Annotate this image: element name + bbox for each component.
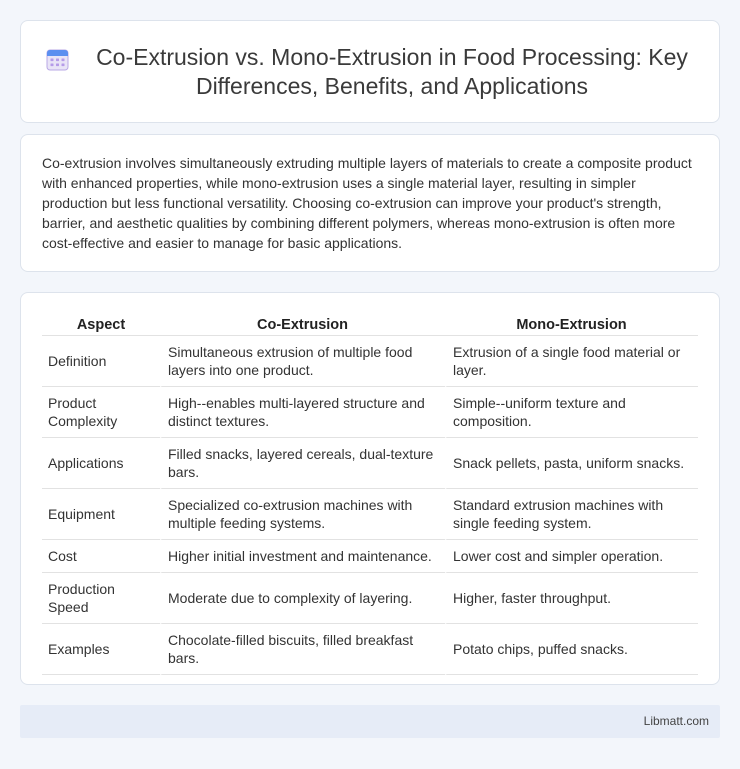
cell-co-extrusion: Filled snacks, layered cereals, dual-texture bars.	[160, 438, 445, 489]
cell-co-extrusion: High--enables multi-layered structure and distinct textures.	[160, 387, 445, 438]
table-row	[42, 438, 698, 489]
summary-card	[20, 134, 720, 272]
cell-mono-extrusion: Higher, faster throughput.	[445, 573, 698, 624]
table-row	[42, 336, 698, 387]
cell-aspect: Definition	[42, 336, 160, 387]
title-card	[20, 20, 720, 123]
summary-paragraph: Co-extrusion involves simultaneously extruding multiple layers of materials to create a composite product with enhanced properties, while mono-extrusion uses a single material layer, resulting in simpler production but less functional versatility. Choosing co-extrusion can improve your product's strength, barrier, and aesthetic qualities by combining different polymers, whereas mono-extrusion is often more cost-effective and easier to manage for basic applications.	[42, 155, 692, 251]
cell-aspect: Applications	[42, 438, 160, 489]
comparison-table	[42, 313, 698, 675]
cell-co-extrusion: Moderate due to complexity of layering.	[160, 573, 445, 624]
calendar-grid-icon	[45, 47, 71, 73]
cell-aspect: Examples	[42, 624, 160, 675]
footer-brand[interactable]: Libmatt.com	[643, 714, 709, 728]
cell-aspect: Cost	[42, 540, 160, 573]
cell-co-extrusion: Specialized co-extrusion machines with multiple feeding systems.	[160, 489, 445, 540]
cell-mono-extrusion: Extrusion of a single food material or layer.	[445, 336, 698, 387]
cell-co-extrusion: Simultaneous extrusion of multiple food layers into one product.	[160, 336, 445, 387]
cell-mono-extrusion: Simple--uniform texture and composition.	[445, 387, 698, 438]
cell-co-extrusion: Higher initial investment and maintenance.	[160, 540, 445, 573]
cell-co-extrusion: Chocolate-filled biscuits, filled breakfast bars.	[160, 624, 445, 675]
table-row	[42, 624, 698, 675]
cell-mono-extrusion: Potato chips, puffed snacks.	[445, 624, 698, 675]
comparison-table-card	[20, 292, 720, 685]
cell-mono-extrusion: Snack pellets, pasta, uniform snacks.	[445, 438, 698, 489]
table-row	[42, 489, 698, 540]
header-mono-extrusion: Mono-Extrusion	[445, 313, 698, 336]
cell-mono-extrusion: Lower cost and simpler operation.	[445, 540, 698, 573]
page-title: Co-Extrusion vs. Mono-Extrusion in Food Processing: Key Differences, Benefits, and Applications	[96, 44, 688, 99]
cell-mono-extrusion: Standard extrusion machines with single feeding system.	[445, 489, 698, 540]
table-row	[42, 573, 698, 624]
cell-aspect: Production Speed	[42, 573, 160, 624]
header-aspect: Aspect	[42, 313, 160, 336]
header-co-extrusion: Co-Extrusion	[160, 313, 445, 336]
table-row	[42, 387, 698, 438]
table-header-row	[42, 313, 698, 336]
cell-aspect: Product Complexity	[42, 387, 160, 438]
cell-aspect: Equipment	[42, 489, 160, 540]
title-wrap	[45, 43, 695, 101]
table-row	[42, 540, 698, 573]
footer-bar	[20, 705, 720, 738]
